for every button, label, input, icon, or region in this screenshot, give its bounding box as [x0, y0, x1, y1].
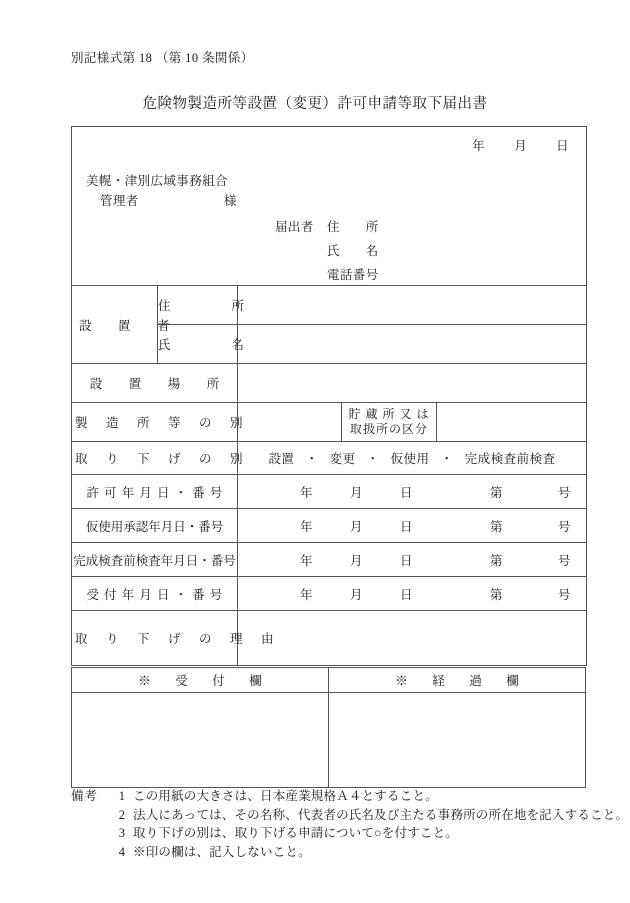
pre-completion-inspection-label: 完成検査前検査年月日・番号: [72, 543, 238, 577]
reason-input[interactable]: [238, 611, 587, 666]
storage-division-label: [342, 403, 437, 442]
reception-date-input[interactable]: [238, 577, 587, 611]
reception-number-prefix: 第: [490, 587, 503, 602]
facility-type-input[interactable]: [238, 403, 342, 442]
temp-use-approval-label: 仮使用承認年月日・番号: [72, 509, 238, 543]
page-title: 危険物製造所等設置（変更）許可申請等取下届出書: [142, 96, 488, 112]
temp-use-number-prefix: 第: [490, 519, 503, 534]
notifier-spacer-1: [275, 239, 327, 263]
withdrawal-separator-1: ・: [366, 452, 380, 466]
date-year-label: 年: [472, 139, 486, 153]
organization-role: 管理者: [100, 194, 139, 208]
date-line: [472, 136, 570, 154]
pre-completion-month: 月: [350, 553, 363, 568]
withdrawal-separator-0: ・: [305, 452, 319, 466]
table-row-reason: [72, 611, 587, 666]
temp-use-number-suffix: 号: [558, 519, 571, 534]
remark-item: [71, 843, 616, 862]
remark-number: 3: [118, 826, 126, 840]
organization-role-row: [86, 191, 350, 211]
table-row-pre-completion-inspection: [72, 543, 587, 577]
table-row-withdrawal-type: [72, 442, 587, 475]
setter-address-input[interactable]: [238, 286, 587, 325]
pre-completion-day: 日: [400, 553, 413, 568]
remark-text: 法人にあっては、その名称、代表者の氏名及び主たる事務所の所在地を記入すること。: [133, 807, 629, 822]
reception-year: 年: [300, 587, 313, 602]
notifier-address-label: 住 所: [327, 220, 379, 234]
notifier-name-label: 氏 名: [327, 244, 379, 258]
table-row-temp-use-approval: [72, 509, 587, 543]
notifier-label: 届出者: [275, 220, 314, 234]
permit-date-input[interactable]: [238, 475, 587, 509]
process-column-input[interactable]: [329, 693, 586, 788]
remarks-keyword: 備考: [71, 789, 99, 803]
remark-text: 取り下げの別は、取り下げる申請について○を付すこと。: [133, 826, 459, 840]
table-row-facility-type: [72, 403, 587, 442]
permit-date-year: 年: [300, 485, 313, 500]
form-number: 別記様式第 18 （第 10 条関係）: [71, 51, 254, 65]
remark-item: [71, 787, 616, 806]
reception-number-suffix: 号: [558, 587, 571, 602]
remark-item: [71, 806, 629, 825]
withdrawal-option-3[interactable]: 完成検査前検査: [464, 452, 556, 466]
storage-division-label-line1: 貯 蔵 所 又 は: [348, 407, 430, 421]
remark-text: この用紙の大きさは、日本産業規格Ａ４とすること。: [133, 789, 438, 803]
table-row-setter-address: [72, 286, 587, 325]
organization-name: 美幌・津別広域事務組合: [86, 174, 228, 188]
main-form-table: [71, 126, 587, 666]
office-use-table: [71, 667, 586, 788]
notifier-address-row: [275, 215, 379, 239]
permit-number-suffix: 号: [558, 485, 571, 500]
setter-name-label: 氏 名: [158, 325, 238, 364]
notifier-phone-row: [275, 263, 379, 287]
withdrawal-option-1[interactable]: 変更: [329, 452, 356, 466]
process-column-header: ※ 経 過 欄: [329, 668, 586, 693]
storage-division-label-line2: 取扱所の区分: [349, 422, 428, 436]
reception-column-header: ※ 受 付 欄: [72, 668, 329, 693]
storage-division-input[interactable]: [437, 403, 587, 442]
date-day-label: 日: [556, 139, 570, 153]
pre-completion-number-prefix: 第: [490, 553, 503, 568]
temp-use-approval-input[interactable]: [238, 509, 587, 543]
remark-number: 2: [118, 807, 126, 822]
reason-label: 取 り 下 げ の 理 由: [72, 611, 238, 666]
withdrawal-options: [238, 442, 587, 475]
permit-number-prefix: 第: [490, 485, 503, 500]
notifier-spacer-2: [275, 263, 327, 287]
notifier-phone-label: 電話番号: [327, 268, 379, 282]
setter-name-input[interactable]: [238, 325, 587, 364]
site-input[interactable]: [238, 364, 587, 403]
withdrawal-type-label: 取 り 下 げ の 別: [72, 442, 238, 475]
reception-date-label: 受 付 年 月 日 ・ 番 号: [72, 577, 238, 611]
reception-column-input[interactable]: [72, 693, 329, 788]
permit-date-month: 月: [350, 485, 363, 500]
permit-date-day: 日: [400, 485, 413, 500]
remark-number: 1: [118, 789, 126, 803]
reception-day: 日: [400, 587, 413, 602]
office-use-body-row: [72, 693, 586, 788]
remark-item: [71, 824, 616, 843]
setter-address-label: 住 所: [158, 286, 238, 325]
permit-date-label: 許 可 年 月 日 ・ 番 号: [72, 475, 238, 509]
table-row-permit-date: [72, 475, 587, 509]
setter-label: 設 置 者: [72, 286, 158, 364]
notifier-name-row: [275, 239, 379, 263]
organization-honorific: 様: [224, 194, 237, 208]
remarks-section: [71, 787, 629, 861]
office-use-header-row: [72, 668, 586, 693]
remark-text: ※印の欄は、記入しないこと。: [133, 844, 311, 859]
notifier-block: [275, 215, 379, 287]
pre-completion-inspection-input[interactable]: [238, 543, 587, 577]
temp-use-month: 月: [350, 519, 363, 534]
temp-use-year: 年: [300, 519, 313, 534]
temp-use-day: 日: [400, 519, 413, 534]
withdrawal-option-2[interactable]: 仮使用: [390, 452, 430, 466]
withdrawal-option-0[interactable]: 設置: [268, 452, 295, 466]
notifier-block-cell: [72, 127, 587, 286]
table-row-reception-date: [72, 577, 587, 611]
reception-month: 月: [350, 587, 363, 602]
site-label: 設 置 場 所: [72, 364, 238, 403]
withdrawal-separator-2: ・: [440, 452, 454, 466]
table-row-header-block: [72, 127, 587, 286]
date-month-label: 月: [514, 139, 528, 153]
facility-type-label: 製 造 所 等 の 別: [72, 403, 238, 442]
remark-number: 4: [118, 844, 126, 859]
pre-completion-number-suffix: 号: [558, 553, 571, 568]
table-row-site: [72, 364, 587, 403]
organization-block: [86, 171, 350, 211]
pre-completion-year: 年: [300, 553, 313, 568]
